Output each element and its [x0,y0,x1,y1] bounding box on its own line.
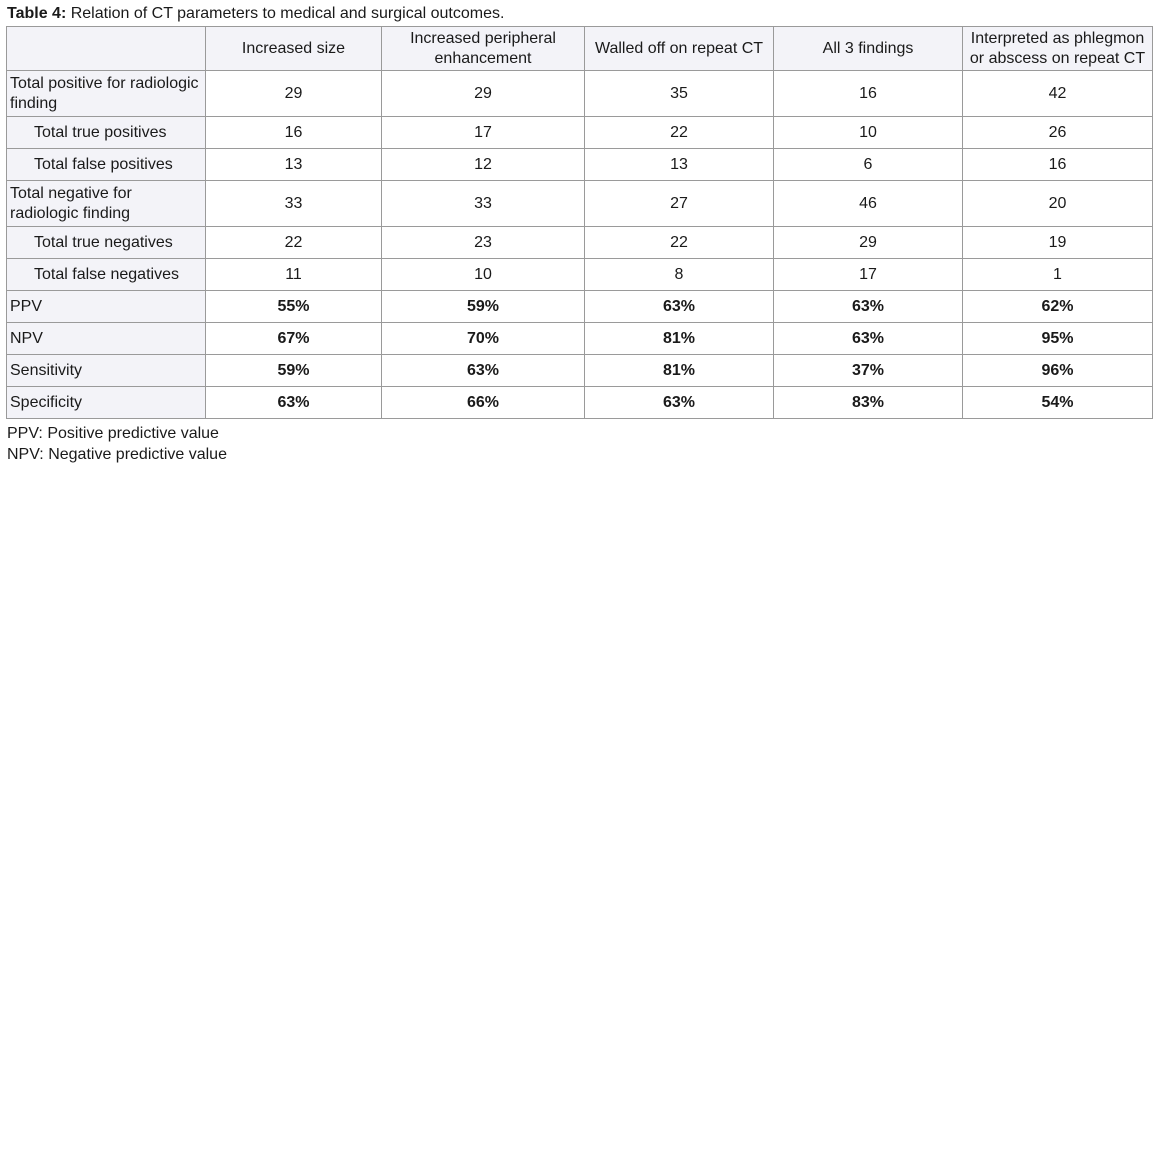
table-cell: 63% [382,355,585,387]
table-cell: 81% [585,355,774,387]
table-caption [7,4,504,24]
table-cell: 29 [382,71,585,117]
table-cell: 23 [382,227,585,259]
table-cell: 17 [774,259,963,291]
table-row [7,291,1153,323]
table-cell: 66% [382,387,585,419]
table-cell: 70% [382,323,585,355]
table-cell: 55% [206,291,382,323]
table-row [7,117,1153,149]
table-cell: 13 [206,149,382,181]
table-cell: 16 [774,71,963,117]
table-row [7,259,1153,291]
table-row [7,181,1153,227]
table-cell: 22 [206,227,382,259]
table-header-row [7,27,1153,71]
table-row [7,149,1153,181]
table-cell: 27 [585,181,774,227]
table-row [7,387,1153,419]
table-caption-text: Relation of CT parameters to medical and surgical outcomes. [66,5,505,22]
table-header-corner [7,27,206,71]
table-cell: 22 [585,227,774,259]
table-row [7,323,1153,355]
table-cell: 6 [774,149,963,181]
table-cell: 62% [963,291,1153,323]
table-cell: 1 [963,259,1153,291]
table-cell: 10 [774,117,963,149]
table-cell: 59% [382,291,585,323]
table-row [7,71,1153,117]
table-cell: 54% [963,387,1153,419]
table-cell: 63% [585,387,774,419]
table-cell: 11 [206,259,382,291]
footnote: PPV: Positive predictive value [7,425,219,442]
data-table [6,26,1153,419]
footnote: NPV: Negative predictive value [7,446,227,463]
table-row [7,227,1153,259]
table-row [7,355,1153,387]
table-cell: 33 [382,181,585,227]
row-label: Total negative for radiologic finding [7,181,206,227]
table-cell: 81% [585,323,774,355]
table-caption-label: Table 4: [7,5,67,22]
row-label: Specificity [7,387,206,419]
table-cell: 20 [963,181,1153,227]
table-cell: 10 [382,259,585,291]
table-cell: 22 [585,117,774,149]
table-cell: 37% [774,355,963,387]
table-cell: 83% [774,387,963,419]
footnotes [7,423,227,465]
row-label: NPV [7,323,206,355]
row-label: Total false positives [7,149,206,181]
table-cell: 33 [206,181,382,227]
row-label: Total true negatives [7,227,206,259]
table-cell: 63% [774,323,963,355]
table-cell: 35 [585,71,774,117]
table-cell: 46 [774,181,963,227]
table-cell: 63% [774,291,963,323]
table-cell: 17 [382,117,585,149]
column-header: All 3 findings [774,27,963,71]
table-cell: 42 [963,71,1153,117]
row-label: Total true positives [7,117,206,149]
table-cell: 12 [382,149,585,181]
table-cell: 29 [774,227,963,259]
table-cell: 29 [206,71,382,117]
table-cell: 96% [963,355,1153,387]
column-header: Increased size [206,27,382,71]
table-cell: 13 [585,149,774,181]
row-label: PPV [7,291,206,323]
row-label: Total positive for radiologic finding [7,71,206,117]
row-label: Sensitivity [7,355,206,387]
table-cell: 63% [585,291,774,323]
table-cell: 19 [963,227,1153,259]
table-cell: 95% [963,323,1153,355]
column-header: Interpreted as phlegmon or abscess on repeat CT [963,27,1153,71]
column-header: Increased peripheral enhancement [382,27,585,71]
table-cell: 16 [206,117,382,149]
table-cell: 59% [206,355,382,387]
table-cell: 8 [585,259,774,291]
table-cell: 26 [963,117,1153,149]
table-cell: 67% [206,323,382,355]
table-cell: 16 [963,149,1153,181]
table-body [7,71,1153,419]
column-header: Walled off on repeat CT [585,27,774,71]
row-label: Total false negatives [7,259,206,291]
table-cell: 63% [206,387,382,419]
